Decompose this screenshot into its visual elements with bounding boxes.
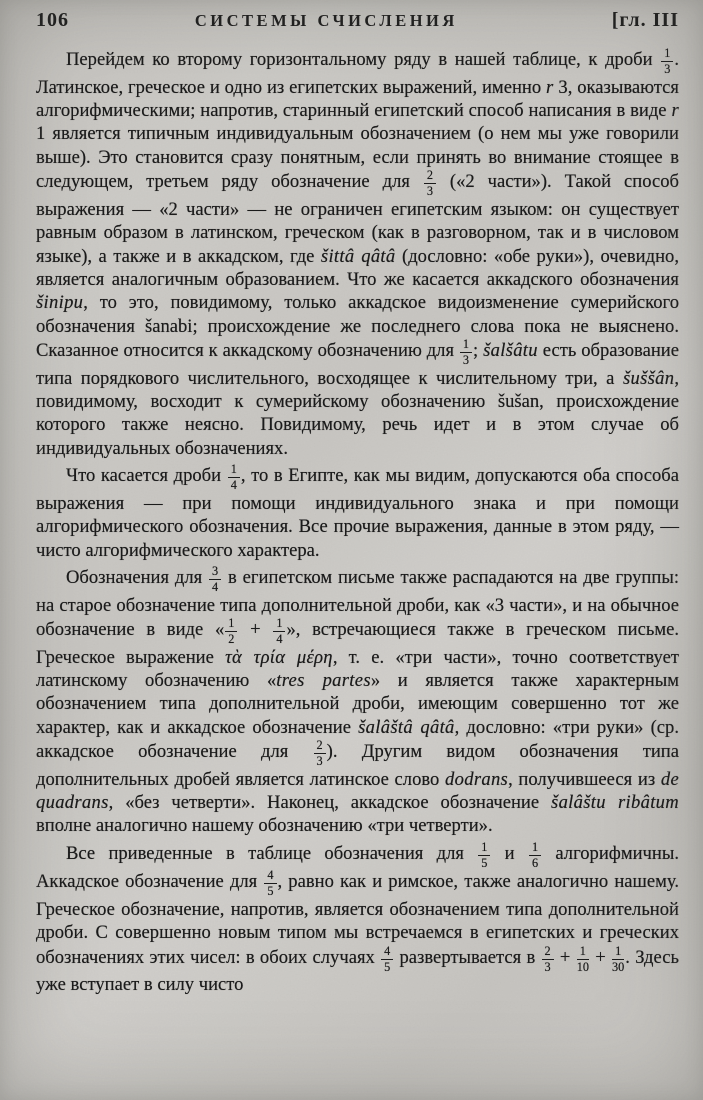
page-body	[36, 47, 679, 997]
inline-fraction: $\frac{3}{4}$	[208, 565, 222, 594]
inline-fraction: $\frac{4}{5}$	[380, 945, 394, 974]
page-header	[36, 9, 679, 32]
inline-fraction: $\frac{1}{3}$	[660, 47, 674, 76]
paragraph-1: Перейдем ко второму горизонтальному ряду в нашей таблице, к дроби $\frac{1}{3}$ . Латинское, греческое и одно из египетских выражений, именно r 3, оказываются алгорифмическими; напротив, старинный египетский способ написания в виде r 1 является типичным индивидуальным обозначением (о нем мы уже говорили выше). Это становится сразу понятным, если принять во внимание стоящее в следующем, третьем ряду обозначение для $\frac{2}{3}$ («2 части»). Такой способ выражения — «2 части» — не ограничен египетским языком: он существует равным образом в латинском, греческом (как в разговорном, так и в числовом языке), а также и в аккадском, где šittâ qâtâ (дословно: «обе руки»), очевидно, является аналогичным образованием. Что же касается аккадского обозначения šinipu, то это, повидимому, только аккадское видоизменение сумерийского обозначения šanabi; происхождение же последнего слова пока не выяснено. Сказанное относится к аккадскому обозначению для $\frac{1}{3}$ ; šalšâtu есть образование типа порядкового числительного, восходящее к числительному три, а šuššân, повидимому, восходит к сумерийскому обозначению šušan, происхождение которого также неясно. Повидимому, речь идет и в этом случае об индивидуальных обозначениях.	[36, 46, 679, 459]
inline-fraction: $\frac{1}{4}$	[227, 463, 241, 492]
inline-fraction: $\frac{1}{4}$	[272, 617, 286, 646]
italic-term: dodrans	[445, 768, 509, 790]
paragraph-2: Что касается дроби $\frac{1}{4}$ , то в Египте, как мы видим, допускаются оба способа выражения — при помощи индивидуального знака и при помощи алгорифмического обозначения. Все прочие выражения, данные в этом ряду, — чисто алгорифмического характера.	[36, 462, 679, 561]
inline-fraction: $\frac{2}{3}$	[541, 945, 555, 974]
italic-term: r	[546, 76, 554, 98]
italic-term: šinipu	[36, 292, 84, 314]
italic-term: šalâštu ribâtum	[551, 792, 679, 814]
inline-fraction: $\frac{1}{30}$	[612, 943, 625, 974]
inline-fraction: $\frac{4}{5}$	[263, 869, 277, 898]
inline-fraction: $\frac{2}{3}$	[313, 739, 327, 768]
chapter-reference: [гл. III	[611, 9, 679, 31]
italic-term: šittâ qâtâ	[320, 245, 396, 267]
paragraph-3: Обозначения для $\frac{3}{4}$ в египетском письме также распадаются на две группы: на старое обозначение типа дополнительной дроби, как «3 части», и на обычное обозначение в виде « $\frac{1}{2}$ + $\frac{1}{4}$ », встречающиеся также в греческом письме. Греческое выражение τὰ τρία μέρη, т. е. «три части», точно соответствует латинскому обозначению «tres partes» и является также характерным обозначением типа дополнительной дроби, имеющим совершенно тот же характер, как и аккадское обозначение šalâštâ qâtâ, дословно: «три руки» (ср. аккадское обозначение для $\frac{2}{3}$ ). Другим видом обозначения типа дополнительных дробей является латинское слово dodrans, получившееся из de quadrans, «без четверти». Наконец, аккадское обозначение šalâštu ribâtum вполне аналогично нашему обозначению «три четверти».	[36, 564, 680, 837]
italic-term: r	[671, 99, 679, 121]
italic-term: šalšâtu	[483, 340, 538, 362]
inline-fraction: $\frac{2}{3}$	[423, 169, 437, 198]
inline-fraction: $\frac{1}{3}$	[459, 338, 473, 367]
paragraph-4: Все приведенные в таблице обозначения для $\frac{1}{5}$ и $\frac{1}{6}$ алгорифмичны. Аккадское обозначение для $\frac{4}{5}$ , равно как и римское, также аналогично нашему. Греческое обозначение, напротив, является обозначением типа дополнительной дроби. С совершенно новым типом мы встречаемся в египетских и греческих обозначениях этих чисел: в обоих случаях $\frac{4}{5}$ развертывается в $\frac{2}{3}$ + $\frac{1}{10}$ + $\frac{1}{30}$ . Здесь уже вступает в силу чисто	[36, 839, 679, 996]
page-number: 106	[36, 9, 69, 31]
running-title: СИСТЕМЫ СЧИСЛЕНИЯ	[194, 11, 458, 30]
inline-fraction: $\frac{1}{6}$	[528, 841, 542, 870]
italic-term: τὰ τρία μέρη	[225, 646, 333, 668]
inline-fraction: $\frac{1}{5}$	[477, 841, 491, 870]
inline-fraction: $\frac{1}{10}$	[576, 943, 589, 974]
italic-term: de quadrans	[36, 768, 680, 814]
inline-fraction: $\frac{1}{2}$	[224, 617, 238, 646]
italic-term: šuššân	[622, 367, 675, 389]
italic-term: tres partes	[276, 669, 371, 691]
italic-term: šalâštâ qâtâ	[358, 716, 455, 738]
